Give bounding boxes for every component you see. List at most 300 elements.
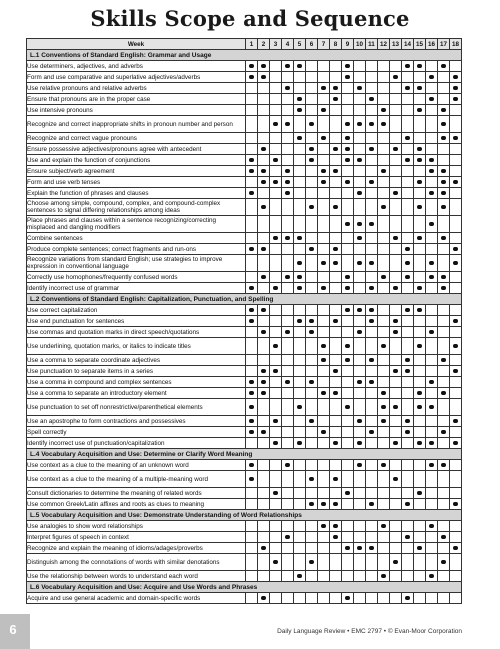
week-cell [402,105,414,116]
week-cell [450,177,462,188]
week-cell [258,83,270,94]
week-cell [246,554,258,571]
week-cell [318,377,330,388]
week-cell [390,83,402,94]
week-cell [414,416,426,427]
week-cell [294,72,306,83]
week-cell [282,388,294,399]
week-cell [294,377,306,388]
skill-label: Use context as a clue to the meaning of a multiple-meaning word [27,471,246,488]
skill-covered-dot [357,222,362,227]
week-cell [426,366,438,377]
week-cell [330,521,342,532]
week-cell [270,72,282,83]
skill-covered-dot [393,191,398,196]
week-cell [366,61,378,72]
week-cell [306,216,318,233]
week-cell [270,305,282,316]
skill-covered-dot [297,405,302,410]
week-cell [450,166,462,177]
skill-row [27,416,462,427]
skill-covered-dot [381,419,386,424]
week-cell [354,166,366,177]
skill-covered-dot [297,319,302,324]
week-cell [282,593,294,604]
skill-covered-dot [453,441,458,446]
skill-covered-dot [357,330,362,335]
skill-covered-dot [297,275,302,280]
skill-covered-dot [321,524,326,529]
week-cell [294,233,306,244]
week-cell [306,144,318,155]
week-cell [318,338,330,355]
skill-covered-dot [285,330,290,335]
week-cell [270,543,282,554]
week-cell [258,255,270,272]
week-cell [390,283,402,294]
week-cell [402,94,414,105]
week-number: 8 [330,39,342,50]
week-cell [390,144,402,155]
week-cell [294,199,306,216]
week-cell [426,116,438,133]
week-cell [450,438,462,449]
skill-row [27,166,462,177]
week-cell [426,94,438,105]
week-cell [330,133,342,144]
skill-covered-dot [441,108,446,113]
week-cell [438,366,450,377]
skill-row [27,388,462,399]
week-cell [402,144,414,155]
skill-covered-dot [441,391,446,396]
skill-label: Use intensive pronouns [27,105,246,116]
week-cell [438,355,450,366]
week-cell [330,460,342,471]
skill-covered-dot [309,477,314,482]
week-cell [246,366,258,377]
week-cell [366,244,378,255]
week-cell [354,94,366,105]
skill-covered-dot [417,158,422,163]
week-cell [294,94,306,105]
week-cell [390,61,402,72]
skill-covered-dot [309,158,314,163]
skill-covered-dot [321,136,326,141]
skill-covered-dot [381,405,386,410]
week-cell [282,116,294,133]
week-cell [414,199,426,216]
skill-covered-dot [261,205,266,210]
week-cell [270,327,282,338]
week-cell [378,133,390,144]
skill-row [27,144,462,155]
week-cell [450,543,462,554]
week-cell [450,244,462,255]
section-title: L.5 Vocabulary Acquisition and Use: Demonstrate Understanding of Word Relationships [27,510,462,521]
section-title: L.4 Vocabulary Acquisition and Use: Determine or Clarify Word Meaning [27,449,462,460]
week-cell [318,61,330,72]
skill-row [27,72,462,83]
week-cell [378,338,390,355]
week-cell [342,460,354,471]
week-cell [246,521,258,532]
week-cell [414,105,426,116]
week-cell [414,244,426,255]
week-cell [246,438,258,449]
week-cell [330,272,342,283]
week-cell [354,427,366,438]
week-cell [426,499,438,510]
skill-covered-dot [369,358,374,363]
skill-row [27,355,462,366]
skill-label: Use correct capitalization [27,305,246,316]
week-cell [294,255,306,272]
week-cell [414,155,426,166]
week-cell [258,272,270,283]
week-cell [354,554,366,571]
skill-covered-dot [357,380,362,385]
skill-covered-dot [273,369,278,374]
week-cell [318,116,330,133]
week-cell [438,532,450,543]
skill-covered-dot [441,560,446,565]
week-cell [306,255,318,272]
week-cell [270,61,282,72]
week-cell [450,499,462,510]
skill-label: Recognize and correct inappropriate shifts in pronoun number and person [27,116,246,133]
week-cell [414,116,426,133]
skill-row [27,83,462,94]
week-cell [450,460,462,471]
week-cell [378,543,390,554]
skill-covered-dot [429,169,434,174]
skill-covered-dot [297,136,302,141]
week-cell [306,61,318,72]
skill-covered-dot [429,441,434,446]
week-cell [402,521,414,532]
skill-covered-dot [249,477,254,482]
week-cell [438,488,450,499]
week-cell [342,94,354,105]
week-cell [330,499,342,510]
week-cell [246,133,258,144]
skill-covered-dot [453,261,458,266]
week-cell [426,216,438,233]
skill-covered-dot [429,191,434,196]
skill-covered-dot [441,430,446,435]
week-cell [390,305,402,316]
week-cell [366,554,378,571]
skill-covered-dot [417,546,422,551]
week-cell [402,177,414,188]
week-cell [318,399,330,416]
week-cell [306,272,318,283]
week-cell [354,61,366,72]
week-cell [414,233,426,244]
week-cell [318,255,330,272]
week-cell [450,61,462,72]
skill-covered-dot [345,596,350,601]
skill-covered-dot [249,247,254,252]
week-cell [390,255,402,272]
skill-covered-dot [381,169,386,174]
week-cell [366,571,378,582]
week-cell [438,388,450,399]
skill-covered-dot [429,158,434,163]
week-cell [330,155,342,166]
week-cell [246,244,258,255]
skill-covered-dot [273,491,278,496]
skill-covered-dot [357,86,362,91]
week-cell [414,355,426,366]
skill-covered-dot [345,546,350,551]
skill-covered-dot [321,358,326,363]
skill-row [27,199,462,216]
week-cell [258,593,270,604]
skill-covered-dot [417,441,422,446]
skill-covered-dot [261,147,266,152]
week-cell [330,438,342,449]
skill-covered-dot [369,147,374,152]
week-cell [378,327,390,338]
week-cell [318,543,330,554]
week-cell [282,166,294,177]
week-cell [330,94,342,105]
week-cell [294,327,306,338]
skill-covered-dot [369,286,374,291]
skill-row [27,377,462,388]
week-cell [282,94,294,105]
skill-covered-dot [429,261,434,266]
skill-covered-dot [429,380,434,385]
skill-row [27,471,462,488]
week-cell [354,272,366,283]
week-cell [258,521,270,532]
skill-label: Distinguish among the connotations of words with similar denotations [27,554,246,571]
page-title: Skills Scope and Sequence [90,6,410,31]
week-cell [282,72,294,83]
skill-covered-dot [321,391,326,396]
skill-covered-dot [357,546,362,551]
week-cell [402,338,414,355]
skill-covered-dot [261,369,266,374]
week-cell [282,377,294,388]
week-cell [246,377,258,388]
week-cell [246,571,258,582]
skill-covered-dot [345,222,350,227]
skill-covered-dot [429,405,434,410]
week-cell [330,416,342,427]
week-cell [294,83,306,94]
week-cell [402,488,414,499]
week-cell [426,427,438,438]
skill-covered-dot [297,236,302,241]
skill-label: Use the relationship between words to understand each word [27,571,246,582]
week-cell [366,233,378,244]
week-cell [258,199,270,216]
week-cell [390,471,402,488]
week-cell [378,216,390,233]
week-cell [294,471,306,488]
skill-label: Use end punctuation for sentences [27,316,246,327]
week-cell [390,216,402,233]
week-cell [318,244,330,255]
week-cell [330,177,342,188]
week-cell [306,377,318,388]
week-cell [246,83,258,94]
skill-label: Use context as a clue to the meaning of an unknown word [27,460,246,471]
week-cell [450,416,462,427]
week-cell [270,488,282,499]
week-cell [282,499,294,510]
week-cell [366,338,378,355]
week-cell [318,416,330,427]
week-cell [402,554,414,571]
skill-label: Use an apostrophe to form contractions and possessives [27,416,246,427]
week-cell [258,460,270,471]
week-cell [390,94,402,105]
week-cell [366,543,378,554]
week-cell [366,305,378,316]
week-cell [342,144,354,155]
skill-covered-dot [285,169,290,174]
week-cell [390,521,402,532]
week-header-row [27,39,462,50]
week-cell [378,460,390,471]
skill-label: Acquire and use general academic and domain-specific words [27,593,246,604]
week-cell [258,416,270,427]
week-number: 15 [414,39,426,50]
week-cell [450,94,462,105]
week-cell [426,554,438,571]
week-number: 13 [390,39,402,50]
week-cell [306,532,318,543]
skill-covered-dot [393,441,398,446]
skill-label: Consult dictionaries to determine the meaning of related words [27,488,246,499]
week-cell [402,116,414,133]
week-cell [342,471,354,488]
skill-covered-dot [261,75,266,80]
skill-label: Use determiners, adjectives, and adverbs [27,61,246,72]
skill-covered-dot [393,330,398,335]
week-cell [246,61,258,72]
week-cell [306,177,318,188]
skill-covered-dot [417,286,422,291]
week-cell [438,471,450,488]
skill-covered-dot [381,574,386,579]
skill-row [27,521,462,532]
week-cell [270,255,282,272]
footer-credit: Daily Language Review • EMC 2797 • © Evan-Moor Corporation [277,628,462,635]
skill-covered-dot [261,391,266,396]
skill-covered-dot [273,158,278,163]
week-cell [246,144,258,155]
week-cell [426,61,438,72]
week-cell [330,216,342,233]
skill-label: Use relative pronouns and relative adverbs [27,83,246,94]
skill-covered-dot [321,169,326,174]
week-cell [330,571,342,582]
week-cell [258,554,270,571]
week-cell [282,521,294,532]
skill-covered-dot [393,236,398,241]
week-cell [390,416,402,427]
skill-covered-dot [357,236,362,241]
week-cell [402,377,414,388]
week-cell [342,355,354,366]
week-cell [390,272,402,283]
week-cell [246,233,258,244]
skill-covered-dot [249,286,254,291]
week-cell [390,116,402,133]
skill-covered-dot [261,247,266,252]
skill-covered-dot [441,136,446,141]
skill-covered-dot [321,502,326,507]
week-cell [402,416,414,427]
skill-covered-dot [273,236,278,241]
week-cell [378,355,390,366]
week-cell [366,366,378,377]
skill-covered-dot [285,236,290,241]
skill-covered-dot [369,222,374,227]
week-cell [354,244,366,255]
skill-covered-dot [429,330,434,335]
week-cell [366,532,378,543]
week-cell [378,438,390,449]
week-cell [402,427,414,438]
week-cell [318,521,330,532]
week-cell [294,543,306,554]
week-cell [390,388,402,399]
week-cell [450,399,462,416]
week-cell [378,233,390,244]
skill-covered-dot [321,180,326,185]
skill-covered-dot [333,391,338,396]
week-cell [342,272,354,283]
skill-covered-dot [453,97,458,102]
skill-row [27,283,462,294]
skill-label: Produce complete sentences; correct fragments and run-ons [27,244,246,255]
week-cell [450,355,462,366]
week-cell [258,94,270,105]
skill-covered-dot [249,419,254,424]
skill-covered-dot [369,502,374,507]
skill-covered-dot [333,524,338,529]
week-label: Week [27,39,246,50]
skill-covered-dot [285,180,290,185]
week-cell [342,532,354,543]
week-cell [402,272,414,283]
week-cell [342,499,354,510]
week-cell [342,116,354,133]
week-cell [414,399,426,416]
skill-covered-dot [405,430,410,435]
week-cell [438,216,450,233]
week-cell [282,488,294,499]
week-cell [246,499,258,510]
week-cell [414,554,426,571]
week-cell [438,543,450,554]
week-cell [354,438,366,449]
skill-label: Choose among simple, compound, complex, and compound-complex sentences to signal differing relationships among ideas [27,199,246,216]
skill-covered-dot [285,535,290,540]
skill-row [27,188,462,199]
section-header [27,449,462,460]
week-cell [282,327,294,338]
week-cell [390,377,402,388]
week-cell [450,377,462,388]
